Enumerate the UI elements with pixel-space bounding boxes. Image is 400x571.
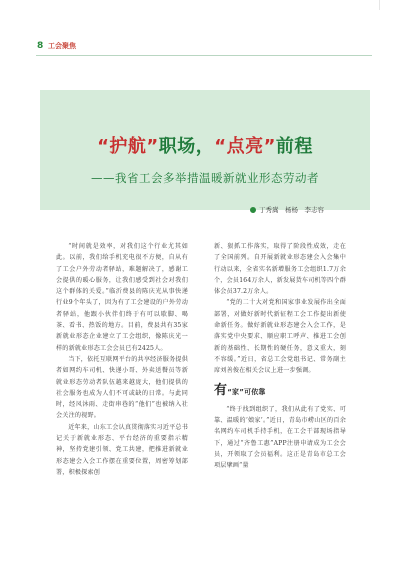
headline-text-2: 前程	[275, 136, 313, 157]
headline-text-1: 职场，	[158, 136, 215, 157]
headline-quote-2: “点亮”	[214, 136, 276, 157]
left-text-column	[56, 241, 188, 478]
article-headline	[40, 132, 370, 158]
article-subtitle: ——我省工会多举措温暖新就业形态劳动者	[91, 171, 319, 185]
byline	[250, 205, 324, 214]
paragraph: 近年来，山东工会认真贯彻落实习近平总书记关于新就业形态、平台经济的重要指示精神，坚持党建引领、党工共建，把推进新就业形态建会入会工作摆在重要位置，周密筹划部署，积极探索创	[56, 423, 188, 476]
paragraph: “终于找到组织了，我们从此有了党实、可靠、温暖的‘娘家’。”近日，青岛市崂山区的百余名网约车司机手持手机，在工会干部现场指导下，通过“齐鲁工惠”APP注册申请成为工会会员，开领取了会员福利。这正是青岛市总工会项层擘画“量	[214, 405, 346, 470]
paragraph: “党的二十大对党和国家事业发展作出全面部署，对做好新时代新征程工会工作提出新使命新任务。做好新就业形态建会入会工作，是落实党中央要求、顺应职工呼声、推进工会创新的基础性、长期性的硬任务，意义重大，刻不容缓。”近日，省总工会党组书记、常务副主席刘善俊在相关会议上进一步强调。	[214, 299, 346, 375]
headline-quote-1: “护航”	[97, 136, 159, 157]
right-text-column	[214, 241, 346, 472]
paragraph: “时间就是效率，对我们这个行业尤其如此。以前，我们给手机充电很不方便，自从有了工会户外劳动者驿站，难题解决了，感谢工会提供的暖心服务，让我们感受到社会对我们这个群体的关爱。”临沂费县的陈庆光从事快递行业9个年头了，因为有了工会建设的户外劳动者驿站，他跟小伙伴们终于有可以歇脚、喝茶、看书、热饭的地方。目前，费县共有35家新就业形态企业建立了工会组织，像陈庆光一样的新就业形态工会会员已有2425人。	[56, 243, 188, 352]
byline-bullet-icon	[250, 207, 256, 213]
subheading-initial: 有	[214, 382, 228, 398]
page-number: 8	[37, 41, 44, 51]
paragraph: 当下，依托互联网平台的共享经济服务提供者如网约车司机、快递小哥、外卖送餐员等新就业形态劳动者队伍越来越庞大，他们提供的社会服务也成为人们不可或缺的日常。与此同时，经风沐雨、走街串巷的“他们”也被纳入社会关注的视野。	[56, 355, 188, 420]
headline-banner	[40, 90, 370, 210]
corner-fold-mark	[379, 0, 394, 10]
paragraph: 新、狠抓工作落实，取得了阶段性成效，走在了全国前列。自开展新就业形态建会入会集中行动以来，全省实名新增服务工会组织1.7万余个，会员164万余人，新发展货车司机等四个群体会员37.2万余人。	[214, 243, 346, 296]
subheading-text: “家”可依靠	[227, 387, 266, 396]
author-names: 丁秀嵩 杨杨 李志容	[259, 206, 324, 214]
section-subheading	[214, 382, 346, 398]
section-tag: 工会聚焦	[48, 42, 76, 50]
header-divider	[36, 55, 372, 56]
